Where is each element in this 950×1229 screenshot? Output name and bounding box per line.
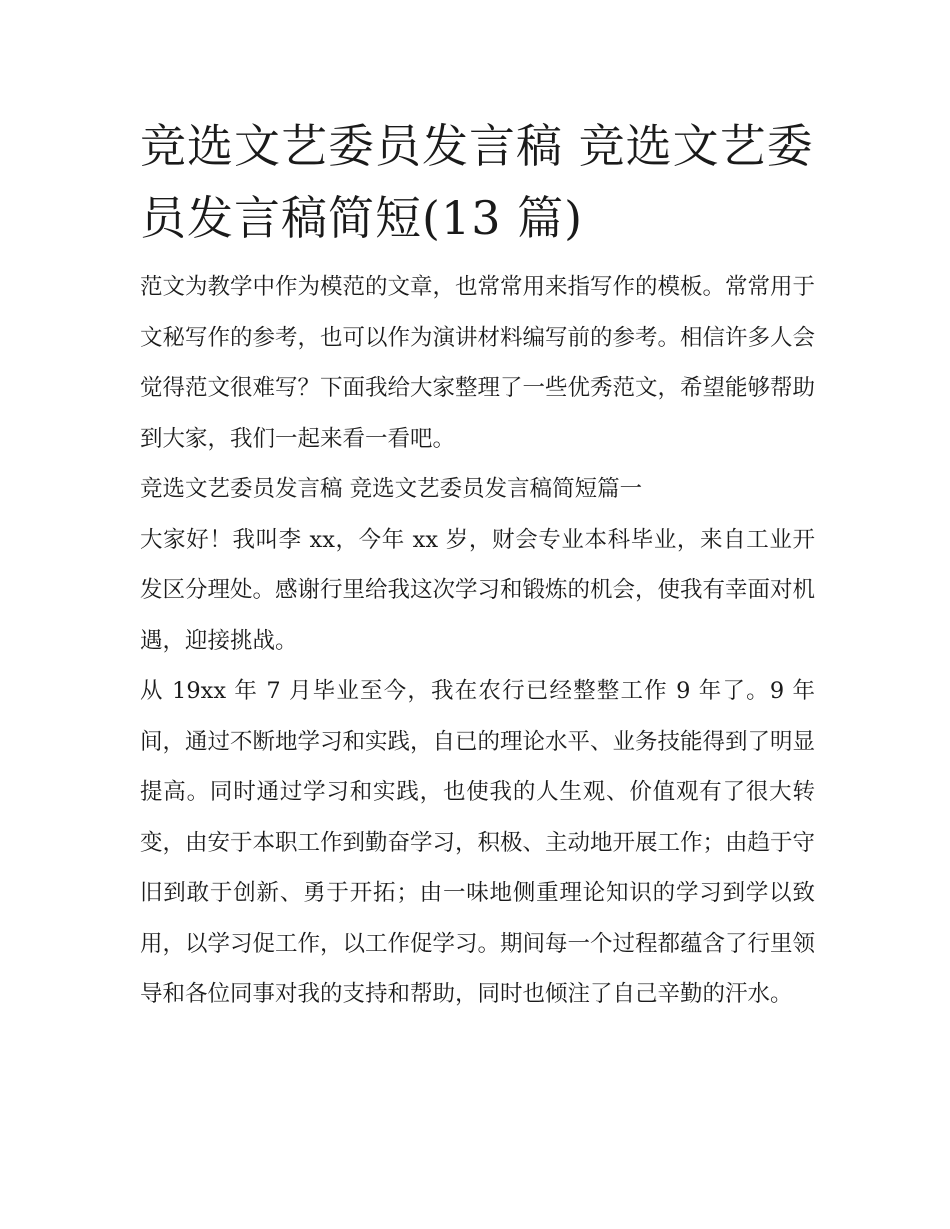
intro-paragraph: 范文为教学中作为模范的文章，也常常用来指写作的模板。常常用于文秘写作的参考，也可以作为演讲材料编写前的参考。相信许多人会觉得范文很难写？下面我给大家整理了一些优秀范文，希望能够帮助到大家，我们一起来看一看吧。 <box>140 274 816 452</box>
document-body <box>140 262 815 1020</box>
document-page <box>140 110 815 1020</box>
section-heading: 竞选文艺委员发言稿 竞选文艺委员发言稿简短篇一 <box>140 476 643 502</box>
body-paragraph: 大家好！我叫李 xx，今年 xx 岁，财会专业本科毕业，来自工业开发区分理处。感谢行里给我这次学习和锻炼的机会，使我有幸面对机遇，迎接挑战。 <box>140 526 816 654</box>
document-title: 竞选文艺委员发言稿 竞选文艺委员发言稿简短(13 篇) <box>140 119 814 245</box>
body-paragraph: 从 19xx 年 7 月毕业至今，我在农行已经整整工作 9 年了。9 年间，通过不断地学习和实践，自已的理论水平、业务技能得到了明显提高。同时通过学习和实践，也使我的人生观、价值观有了很大转变，由安于本职工作到勤奋学习，积极、主动地开展工作；由趋于守旧到敢于创新、勇于开拓；由一味地侧重理论知识的学习到学以致用，以学习促工作，以工作促学习。期间每一个过程都蕴含了行里领导和各位同事对我的支持和帮助，同时也倾注了自己辛勤的汗水。 <box>140 678 816 1007</box>
